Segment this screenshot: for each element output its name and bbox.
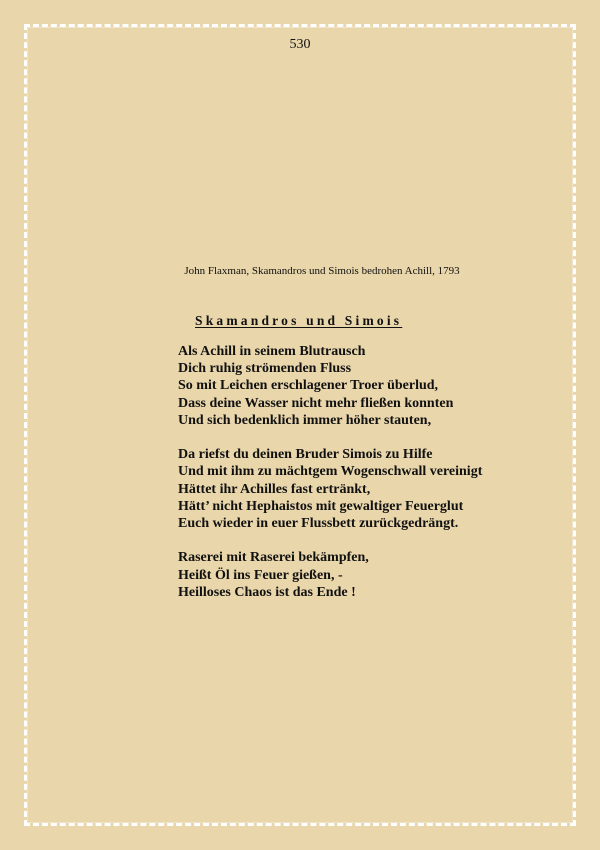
- poem-line: Als Achill in seinem Blutrausch: [178, 344, 366, 359]
- poem-body: [178, 343, 482, 618]
- poem-line: Hättet ihr Achilles fast ertränkt,: [178, 481, 371, 497]
- poem-line: Heißt Öl ins Feuer gießen, -: [178, 567, 343, 583]
- poem-line: Und sich bedenklich immer höher stauten,: [178, 412, 432, 428]
- poem-line: Und mit ihm zu mächtgem Wogenschwall vereinigt: [178, 464, 483, 480]
- stanza: [178, 446, 482, 532]
- stanza: [178, 549, 482, 601]
- poem-title: Skamandros und Simois: [195, 313, 403, 328]
- image-caption: John Flaxman, Skamandros und Simois bedrohen Achill, 1793: [184, 265, 460, 277]
- poem-line: Hätt’ nicht Hephaistos mit gewaltiger Feuerglut: [178, 498, 464, 514]
- poem-line: Raserei mit Raserei bekämpfen,: [178, 550, 369, 566]
- poem-line: Euch wieder in euer Flussbett zurückgedrängt.: [178, 516, 459, 532]
- poem-line: Heilloses Chaos ist das Ende !: [178, 584, 356, 600]
- page-number: 530: [289, 37, 311, 52]
- poem-line: So mit Leichen erschlagener Troer überlud,: [178, 378, 439, 394]
- stanza: [178, 343, 482, 429]
- poem-line: Dass deine Wasser nicht mehr fließen konnten: [178, 395, 454, 411]
- poem-line: Da riefst du deinen Bruder Simois zu Hilfe: [178, 447, 433, 463]
- poem-line: Dich ruhig strömenden Fluss: [178, 361, 352, 377]
